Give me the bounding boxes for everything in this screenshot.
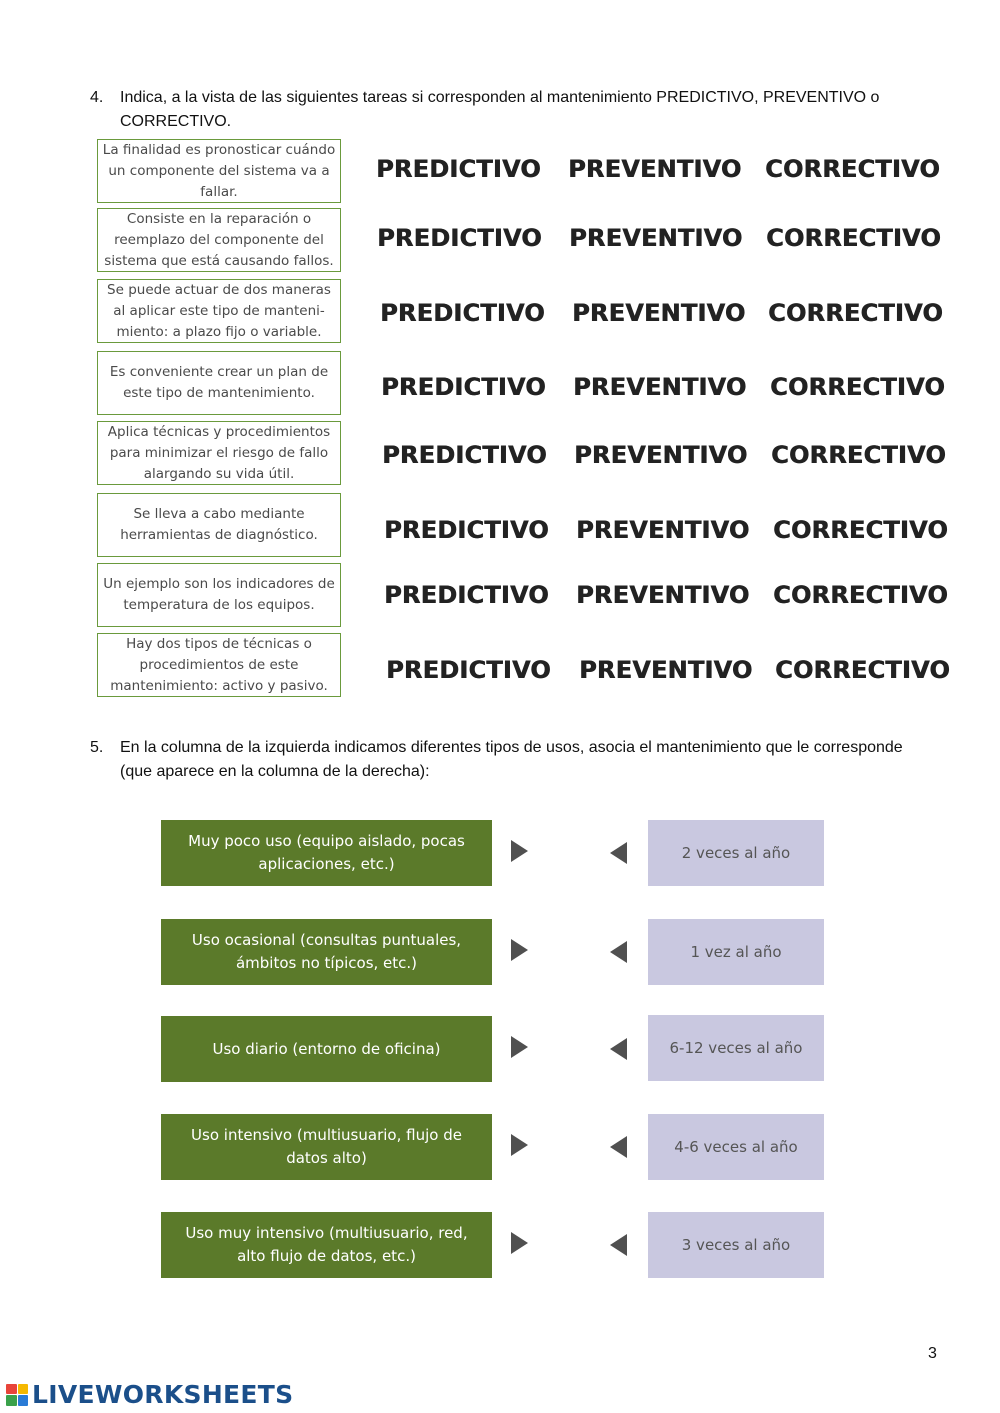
- question-4: [90, 86, 920, 134]
- option-preventivo[interactable]: PREVENTIVO: [576, 581, 750, 609]
- logo-square: [18, 1395, 29, 1406]
- question-5-text: En la columna de la izquierda indicamos diferentes tipos de usos, asocia el mantenimiento que le corresponde (que aparece en la columna de la derecha):: [120, 739, 903, 780]
- option-preventivo[interactable]: PREVENTIVO: [573, 373, 747, 401]
- match-left-arrow-icon[interactable]: [610, 1234, 627, 1256]
- task-box: Es conveniente crear un plan de este tipo de mantenimiento.: [97, 351, 341, 415]
- frequency-box: 6-12 veces al año: [648, 1015, 824, 1081]
- option-preventivo[interactable]: PREVENTIVO: [569, 224, 743, 252]
- task-box: Consiste en la reparación o reemplazo del componente del sistema que está causando fallos.: [97, 208, 341, 272]
- footer-logo: [6, 1380, 293, 1409]
- question-4-text: Indica, a la vista de las siguientes tareas si corresponden al mantenimiento PREDICTIVO, PREVENTIVO o CORRECTIVO.: [120, 89, 880, 130]
- usage-box: Muy poco uso (equipo aislado, pocas aplicaciones, etc.): [161, 820, 492, 886]
- usage-box: Uso diario (entorno de oficina): [161, 1016, 492, 1082]
- option-correctivo[interactable]: CORRECTIVO: [768, 299, 943, 327]
- task-box: Un ejemplo son los indicadores de temperatura de los equipos.: [97, 563, 341, 627]
- option-predictivo[interactable]: PREDICTIVO: [377, 224, 542, 252]
- option-preventivo[interactable]: PREVENTIVO: [574, 441, 748, 469]
- page-number: 3: [928, 1345, 937, 1362]
- match-right-arrow-icon[interactable]: [511, 1232, 528, 1254]
- match-right-arrow-icon[interactable]: [511, 840, 528, 862]
- option-preventivo[interactable]: PREVENTIVO: [576, 516, 750, 544]
- question-5: [90, 736, 920, 784]
- option-preventivo[interactable]: PREVENTIVO: [568, 155, 742, 183]
- match-left-arrow-icon[interactable]: [610, 941, 627, 963]
- option-correctivo[interactable]: CORRECTIVO: [765, 155, 940, 183]
- option-predictivo[interactable]: PREDICTIVO: [384, 516, 549, 544]
- brand-name: LIVEWORKSHEETS: [32, 1380, 294, 1409]
- task-box: Aplica técnicas y procedimientos para minimizar el riesgo de fallo alargando su vida útil.: [97, 421, 341, 485]
- match-right-arrow-icon[interactable]: [511, 1134, 528, 1156]
- option-predictivo[interactable]: PREDICTIVO: [384, 581, 549, 609]
- question-4-number: 4.: [90, 89, 104, 106]
- option-correctivo[interactable]: CORRECTIVO: [775, 656, 950, 684]
- match-left-arrow-icon[interactable]: [610, 1038, 627, 1060]
- task-box: La finalidad es pronosticar cuándo un componente del sistema va a fallar.: [97, 139, 341, 203]
- option-correctivo[interactable]: CORRECTIVO: [773, 581, 948, 609]
- option-correctivo[interactable]: CORRECTIVO: [773, 516, 948, 544]
- match-right-arrow-icon[interactable]: [511, 939, 528, 961]
- task-box: Se lleva a cabo mediante herramientas de diagnóstico.: [97, 493, 341, 557]
- usage-box: Uso muy intensivo (multiusuario, red, alto flujo de datos, etc.): [161, 1212, 492, 1278]
- match-left-arrow-icon[interactable]: [610, 842, 627, 864]
- option-correctivo[interactable]: CORRECTIVO: [770, 373, 945, 401]
- frequency-box: 1 vez al año: [648, 919, 824, 985]
- frequency-box: 2 veces al año: [648, 820, 824, 886]
- task-box: Hay dos tipos de técnicas o procedimientos de este mantenimiento: activo y pasivo.: [97, 633, 341, 697]
- match-right-arrow-icon[interactable]: [511, 1036, 528, 1058]
- logo-square: [18, 1384, 29, 1395]
- logo-square: [6, 1395, 17, 1406]
- option-correctivo[interactable]: CORRECTIVO: [766, 224, 941, 252]
- option-predictivo[interactable]: PREDICTIVO: [381, 373, 546, 401]
- option-predictivo[interactable]: PREDICTIVO: [386, 656, 551, 684]
- option-predictivo[interactable]: PREDICTIVO: [382, 441, 547, 469]
- liveworksheets-logo-icon: [6, 1384, 28, 1406]
- task-box: Se puede actuar de dos maneras al aplicar este tipo de manteni-miento: a plazo fijo o variable.: [97, 279, 341, 343]
- option-predictivo[interactable]: PREDICTIVO: [376, 155, 541, 183]
- question-5-number: 5.: [90, 739, 104, 756]
- option-preventivo[interactable]: PREVENTIVO: [579, 656, 753, 684]
- usage-box: Uso ocasional (consultas puntuales, ámbitos no típicos, etc.): [161, 919, 492, 985]
- frequency-box: 3 veces al año: [648, 1212, 824, 1278]
- frequency-box: 4-6 veces al año: [648, 1114, 824, 1180]
- option-preventivo[interactable]: PREVENTIVO: [572, 299, 746, 327]
- option-predictivo[interactable]: PREDICTIVO: [380, 299, 545, 327]
- logo-square: [6, 1384, 17, 1395]
- match-left-arrow-icon[interactable]: [610, 1136, 627, 1158]
- usage-box: Uso intensivo (multiusuario, flujo de datos alto): [161, 1114, 492, 1180]
- option-correctivo[interactable]: CORRECTIVO: [771, 441, 946, 469]
